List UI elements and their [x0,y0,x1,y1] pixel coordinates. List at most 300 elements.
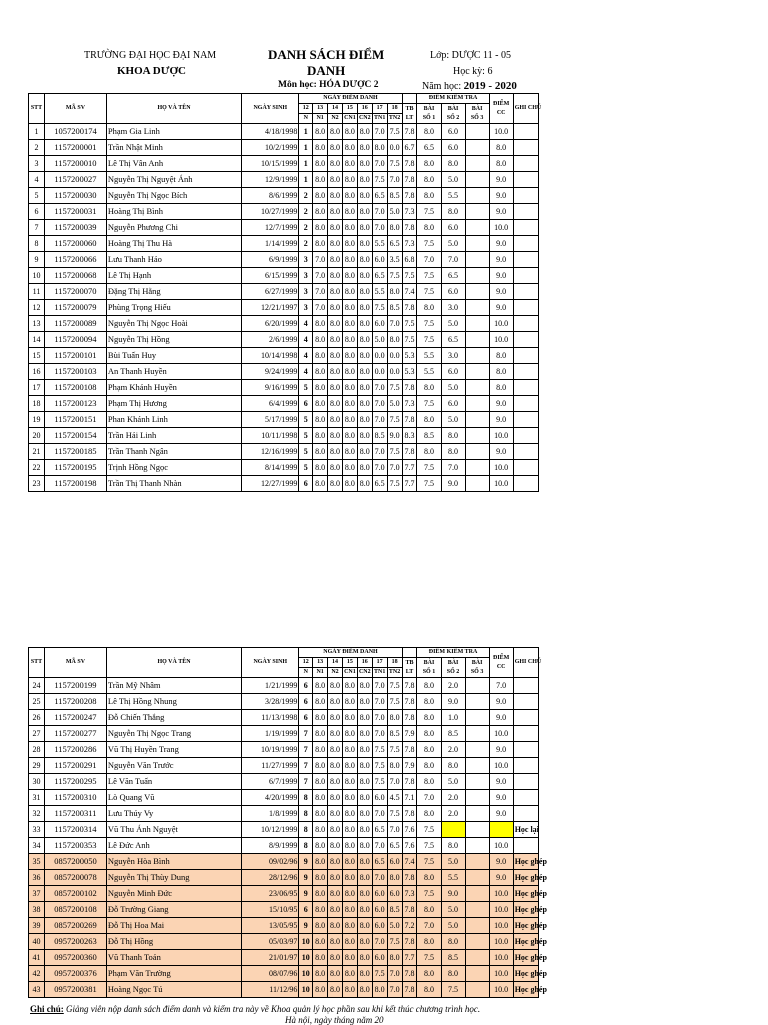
col-header-day-17: 17 [372,104,387,114]
table-row [29,124,539,140]
cell-att-score: 8.0 [328,822,343,838]
cell-stt: 6 [29,204,45,220]
cell-tb-lt: 7.5 [402,316,417,332]
cell-tb-lt: 7.8 [402,774,417,790]
cell-att-score: 8.0 [342,268,357,284]
cell-full-name: Trần Nhật Minh [106,140,241,156]
cell-att-score: 8.0 [357,316,372,332]
cell-att-score: 8.0 [357,332,372,348]
cell-att-score: 7.0 [372,204,387,220]
cell-tb-lt: 7.8 [402,220,417,236]
col-header-test-line2: SỐ 3 [470,114,484,121]
cell-att-score: 8.0 [328,854,343,870]
cell-test-2: 5.0 [441,380,465,396]
cell-att-score: 8.0 [342,252,357,268]
cell-att-score: 8.0 [328,806,343,822]
cell-test-1: 7.5 [417,284,441,300]
cell-att-score: 8.0 [357,220,372,236]
cell-tb-lt: 7.3 [402,236,417,252]
cell-student-id: 1157200286 [45,742,107,758]
cell-stt: 38 [29,902,45,918]
cell-att-score: 8.0 [357,966,372,982]
cell-test-1: 7.0 [417,918,441,934]
cell-test-3 [465,854,489,870]
cell-test-2: 9.0 [441,886,465,902]
cell-test-2: 7.0 [441,460,465,476]
cell-att-day-12: 8 [299,806,313,822]
cell-att-day-12: 5 [299,444,313,460]
cell-att-day-12: 3 [299,252,313,268]
table-row [29,396,539,412]
cell-cc: 9.0 [489,396,513,412]
cell-test-2: 8.0 [441,934,465,950]
cell-att-score: 8.0 [328,710,343,726]
cell-test-1: 8.0 [417,870,441,886]
cell-att-day-12: 6 [299,694,313,710]
cell-att-score: 7.5 [372,966,387,982]
grade-table-page2 [28,647,547,998]
cell-test-2: 3.0 [441,348,465,364]
cell-student-id: 1157200198 [45,476,107,492]
cell-note [513,316,538,332]
cell-stt: 9 [29,252,45,268]
cell-att-score: 8.0 [387,710,402,726]
cell-tb-lt: 7.9 [402,758,417,774]
cell-att-score: 8.0 [342,934,357,950]
cell-att-score: 8.0 [387,758,402,774]
cell-att-score: 8.0 [328,284,343,300]
cell-note: Học ghép [513,934,538,950]
cell-dob: 9/16/1999 [242,380,299,396]
cell-full-name: Nguyễn Thị Thùy Dung [106,870,241,886]
cell-student-id: 1157200101 [45,348,107,364]
col-header-test-3 [465,104,489,124]
cell-dob: 11/12/96 [242,982,299,998]
cell-att-score: 8.0 [328,204,343,220]
col-header-day-13: 13 [313,104,328,114]
col-header-day-18: 18 [387,104,402,114]
cell-full-name: Lê Thị Hạnh [106,268,241,284]
cell-att-score: 8.0 [342,284,357,300]
cell-att-score: 8.0 [357,838,372,854]
cell-note [513,694,538,710]
cell-student-id: 1157200123 [45,396,107,412]
cell-att-score: 8.0 [357,806,372,822]
cell-note: Học ghép [513,870,538,886]
cell-att-score: 8.0 [357,476,372,492]
cell-att-day-12: 4 [299,348,313,364]
col-header-attendance: NGÀY ĐIỂM DANH [299,648,402,658]
cell-note [513,460,538,476]
cell-cc: 8.0 [489,348,513,364]
cell-test-2: 6.0 [441,396,465,412]
cell-att-day-12: 5 [299,460,313,476]
cell-test-2: 6.5 [441,268,465,284]
col-header-sub-cn1: CN1 [342,114,357,124]
cell-cc: 8.0 [489,364,513,380]
cell-att-day-12: 8 [299,838,313,854]
cell-att-score: 8.0 [328,236,343,252]
cell-cc: 9.0 [489,284,513,300]
cell-test-3 [465,188,489,204]
cell-att-score: 7.0 [313,300,328,316]
cell-cc: 10.0 [489,982,513,998]
cell-att-score: 7.5 [387,934,402,950]
cell-att-score: 8.0 [328,982,343,998]
cell-note [513,726,538,742]
cell-test-3 [465,476,489,492]
cell-note [513,300,538,316]
cell-att-score: 8.0 [328,902,343,918]
cell-test-2: 2.0 [441,790,465,806]
cell-att-score: 8.0 [357,204,372,220]
cell-test-2: 6.0 [441,124,465,140]
cell-student-id: 1157200314 [45,822,107,838]
cell-test-1: 8.0 [417,380,441,396]
cell-student-id: 0957200381 [45,982,107,998]
cell-att-score: 8.0 [357,774,372,790]
cell-note [513,220,538,236]
cell-dob: 10/11/1998 [242,428,299,444]
cell-att-day-12: 6 [299,902,313,918]
col-header-test-line2: SỐ 2 [446,668,460,675]
col-header-sub-n1: N1 [313,668,328,678]
school-year-value: 2019 - 2020 [463,80,517,92]
cell-student-id: 1157200039 [45,220,107,236]
cell-att-score: 7.0 [372,380,387,396]
cell-tb-lt: 7.8 [402,678,417,694]
cell-att-day-12: 6 [299,678,313,694]
cell-note [513,348,538,364]
cell-att-score: 7.0 [313,268,328,284]
cell-full-name: Nguyễn Thị Ngọc Trang [106,726,241,742]
cell-test-3 [465,806,489,822]
col-header-sub-n2: N2 [328,114,343,124]
cell-att-score: 8.0 [387,870,402,886]
table-row [29,188,539,204]
table-row [29,428,539,444]
cell-dob: 12/7/1999 [242,220,299,236]
cell-att-score: 8.0 [313,124,328,140]
cell-tb-lt: 7.3 [402,396,417,412]
cell-tb-lt: 7.8 [402,806,417,822]
cell-att-score: 8.5 [387,902,402,918]
cell-att-day-12: 4 [299,332,313,348]
semester-label: Học kỳ: 6 [453,66,493,77]
cell-tb-lt: 7.8 [402,300,417,316]
cell-att-score: 8.0 [342,726,357,742]
cell-test-1: 5.5 [417,348,441,364]
cell-dob: 10/12/1999 [242,822,299,838]
cell-student-id: 1057200174 [45,124,107,140]
cell-att-score: 7.5 [372,172,387,188]
col-header-student-id: MÃ SV [45,94,107,124]
cell-att-score: 8.0 [313,790,328,806]
cell-full-name: Lê Đức Anh [106,838,241,854]
cell-stt: 3 [29,156,45,172]
cell-dob: 5/17/1999 [242,412,299,428]
cell-test-1: 7.5 [417,838,441,854]
cell-full-name: Vũ Thanh Toản [106,950,241,966]
table-row [29,902,539,918]
table-row [29,854,539,870]
cell-test-2: 6.0 [441,284,465,300]
cell-att-score: 8.0 [313,460,328,476]
cell-cc: 10.0 [489,838,513,854]
cell-note: Học ghép [513,982,538,998]
document-title-line1: DANH SÁCH ĐIỂM [268,47,385,62]
cell-att-score: 8.0 [342,902,357,918]
cell-student-id: 1157200001 [45,140,107,156]
cell-test-3 [465,284,489,300]
cell-att-score: 8.0 [313,444,328,460]
cell-test-1: 8.0 [417,934,441,950]
cell-test-2: 8.0 [441,838,465,854]
cell-full-name: Nguyễn Minh Đức [106,886,241,902]
cell-cc: 10.0 [489,428,513,444]
table-row [29,316,539,332]
cell-att-score: 7.5 [387,806,402,822]
cell-student-id: 1157200070 [45,284,107,300]
cell-test-2: 1.0 [441,710,465,726]
cell-dob: 13/05/95 [242,918,299,934]
cell-cc: 9.0 [489,806,513,822]
cell-test-3 [465,694,489,710]
col-header-lt: LT [405,668,414,675]
cell-att-day-12: 9 [299,870,313,886]
cell-dob: 10/14/1998 [242,348,299,364]
cell-stt: 29 [29,758,45,774]
cell-stt: 24 [29,678,45,694]
cell-att-score: 8.0 [313,966,328,982]
footer-note-label: Ghi chú: [30,1004,64,1014]
col-header-sub-cn2: CN2 [357,114,372,124]
cell-att-score: 3.5 [387,252,402,268]
cell-cc: 9.0 [489,300,513,316]
cell-cc [489,822,513,838]
cell-att-score: 8.0 [357,444,372,460]
col-header-sub-n1: N1 [313,114,328,124]
cell-att-score: 7.0 [372,694,387,710]
cell-att-day-12: 10 [299,934,313,950]
cell-att-score: 6.0 [372,902,387,918]
cell-att-score: 7.0 [313,284,328,300]
cell-att-day-12: 1 [299,156,313,172]
cell-att-score: 8.0 [313,710,328,726]
cell-att-score: 8.0 [328,252,343,268]
cell-att-score: 8.0 [357,188,372,204]
table-row [29,380,539,396]
cell-test-1: 7.5 [417,332,441,348]
cell-full-name: Trịnh Hồng Ngọc [106,460,241,476]
cell-att-score: 8.0 [342,140,357,156]
col-header-day-16: 16 [357,658,372,668]
cell-att-score: 8.0 [342,316,357,332]
cell-att-score: 8.0 [328,300,343,316]
cell-test-3 [465,950,489,966]
cell-att-score: 7.5 [372,758,387,774]
cell-tb-lt: 7.8 [402,380,417,396]
cell-cc: 10.0 [489,918,513,934]
cell-att-score: 8.0 [342,124,357,140]
cell-note [513,790,538,806]
cell-stt: 31 [29,790,45,806]
cell-att-score: 7.0 [372,460,387,476]
cell-stt: 32 [29,806,45,822]
cell-stt: 5 [29,188,45,204]
cell-att-score: 8.0 [357,726,372,742]
cell-test-1: 8.0 [417,172,441,188]
cell-note [513,758,538,774]
cell-stt: 13 [29,316,45,332]
cell-test-3 [465,172,489,188]
cell-att-score: 7.0 [372,412,387,428]
cell-stt: 8 [29,236,45,252]
cell-att-score: 7.0 [372,806,387,822]
cell-test-2 [441,822,465,838]
cell-student-id: 1157200030 [45,188,107,204]
cell-full-name: Nguyễn Thị Nguyệt Ánh [106,172,241,188]
cell-test-3 [465,902,489,918]
cell-stt: 41 [29,950,45,966]
cell-att-score: 8.0 [342,220,357,236]
cell-att-score: 8.0 [357,854,372,870]
cell-att-score: 8.0 [357,934,372,950]
cell-att-score: 6.5 [387,236,402,252]
col-header-tests: ĐIỂM KIỂM TRA [417,94,489,104]
col-header-test-2 [441,658,465,678]
cell-att-score: 4.5 [387,790,402,806]
cell-att-score: 8.0 [328,886,343,902]
cell-att-score: 7.0 [372,220,387,236]
cell-student-id: 1157200291 [45,758,107,774]
cell-att-score: 7.0 [387,966,402,982]
cell-student-id: 1157200151 [45,412,107,428]
cell-att-score: 7.0 [372,870,387,886]
cell-att-score: 8.0 [357,886,372,902]
cell-full-name: Phạm Văn Trường [106,966,241,982]
cell-student-id: 1157200247 [45,710,107,726]
cell-note [513,124,538,140]
cell-note: Học ghép [513,902,538,918]
table-row [29,364,539,380]
cell-att-score: 0.0 [387,140,402,156]
cell-tb-lt: 7.4 [402,284,417,300]
cell-att-day-12: 7 [299,774,313,790]
cell-student-id: 1157200199 [45,678,107,694]
cell-dob: 10/19/1999 [242,742,299,758]
table-row [29,822,539,838]
cell-cc: 7.0 [489,678,513,694]
cell-att-score: 7.5 [372,300,387,316]
cell-test-2: 8.0 [441,428,465,444]
cell-note [513,252,538,268]
col-header-cc-line1: ĐIỂM [492,100,510,107]
cell-att-score: 7.5 [372,774,387,790]
cell-note [513,396,538,412]
cell-cc: 9.0 [489,742,513,758]
col-header-sub-tn1: TN1 [372,668,387,678]
cell-att-score: 8.0 [357,252,372,268]
cell-note: Học ghép [513,966,538,982]
cell-tb-lt: 7.9 [402,726,417,742]
cell-test-1: 8.0 [417,156,441,172]
cell-note [513,838,538,854]
cell-att-score: 8.0 [313,694,328,710]
cell-dob: 12/16/1999 [242,444,299,460]
cell-full-name: Vũ Thị Huyền Trang [106,742,241,758]
cell-att-score: 8.0 [357,982,372,998]
cell-att-score: 8.0 [357,950,372,966]
cell-note [513,364,538,380]
cell-test-3 [465,124,489,140]
col-header-cc-line1: ĐIỂM [492,654,510,661]
cell-test-1: 8.0 [417,902,441,918]
cell-att-score: 7.0 [372,444,387,460]
cell-att-score: 7.0 [387,460,402,476]
table-row [29,950,539,966]
cell-full-name: Phạm Khánh Huyền [106,380,241,396]
cell-dob: 1/21/1999 [242,678,299,694]
cell-att-score: 5.5 [372,284,387,300]
cell-att-day-12: 1 [299,172,313,188]
cell-full-name: Trần Mỹ Nhâm [106,678,241,694]
table-row [29,204,539,220]
col-header-sub-cn2: CN2 [357,668,372,678]
cell-dob: 12/27/1999 [242,476,299,492]
cell-dob: 1/8/1999 [242,806,299,822]
col-header-full-name: HỌ VÀ TÊN [106,648,241,678]
cell-student-id: 0957200360 [45,950,107,966]
cell-stt: 2 [29,140,45,156]
cell-full-name: Đặng Thị Hằng [106,284,241,300]
cell-att-score: 5.5 [372,236,387,252]
cell-cc: 10.0 [489,332,513,348]
cell-dob: 11/13/1998 [242,710,299,726]
cell-dob: 11/27/1999 [242,758,299,774]
cell-dob: 4/20/1999 [242,790,299,806]
cell-student-id: 1157200208 [45,694,107,710]
university-name: TRƯỜNG ĐẠI HỌC ĐẠI NAM [84,50,217,61]
cell-att-score: 6.5 [387,838,402,854]
col-header-cc-line2: CC [496,663,506,670]
cell-att-score: 8.0 [357,172,372,188]
cell-test-2: 5.0 [441,172,465,188]
cell-att-day-12: 9 [299,886,313,902]
cell-student-id: 1157200195 [45,460,107,476]
cell-student-id: 0857200050 [45,854,107,870]
cell-tb-lt: 7.8 [402,694,417,710]
col-header-sub-n: N [299,668,313,678]
cell-full-name: Hoàng Thị Thu Hà [106,236,241,252]
table-row [29,252,539,268]
cell-dob: 09/02/96 [242,854,299,870]
cell-test-1: 5.5 [417,364,441,380]
cell-test-3 [465,412,489,428]
cell-att-score: 8.0 [328,742,343,758]
cell-test-3 [465,790,489,806]
cell-att-score: 7.0 [372,838,387,854]
cell-note: Học ghép [513,918,538,934]
cell-att-score: 8.0 [328,364,343,380]
cell-student-id: 1157200079 [45,300,107,316]
cell-att-day-12: 3 [299,284,313,300]
cell-stt: 33 [29,822,45,838]
col-header-test-line1: BÀI [423,659,435,666]
cell-cc: 9.0 [489,710,513,726]
table-row [29,774,539,790]
cell-student-id: 1157200154 [45,428,107,444]
